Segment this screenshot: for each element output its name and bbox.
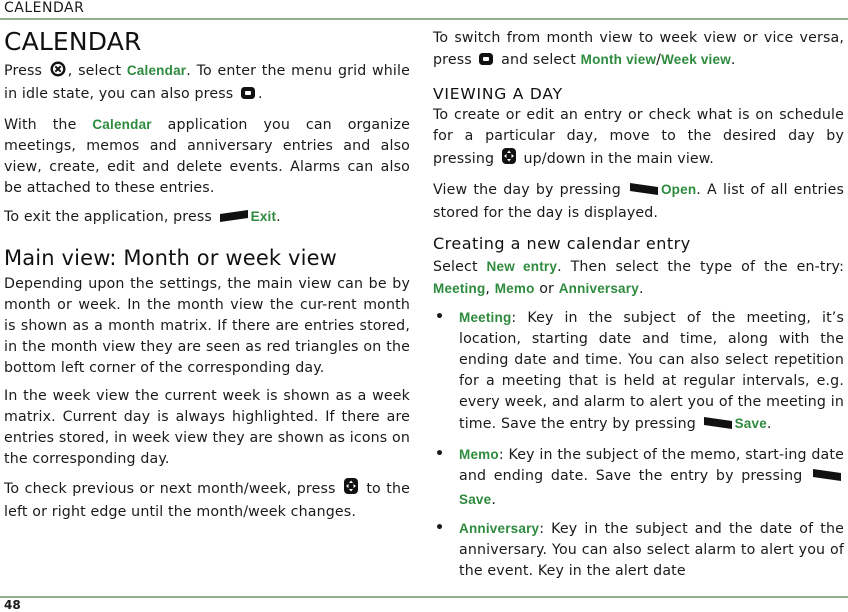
paragraph-week-view: In the week view the current week is shown as a week matrix. Current day is always highlighted. If there are entries stored, in week view they are shown as icons on the corresponding day. [4, 388, 410, 467]
keyword-meeting: Meeting [459, 310, 512, 325]
keyword-calendar: Calendar [126, 63, 187, 78]
keyword-week-view: Week view [661, 52, 731, 67]
softkey-icon [812, 468, 842, 489]
paragraph-organize: With the Calendar application you can organize meetings, memos and anniversary entries and also view, create, edit and delete events. Alarms can also be attached to these entries. [4, 117, 410, 196]
page-number: 48 [4, 598, 21, 612]
list-item: • Meeting: Key in the subject of the meeting, it’s location, starting date and time, along with the ending date and time. You can also select repetition for a meeting that is held at regular intervals, e.g. every week, and alarm to alert you of the meeting in time. Save the entry by pressing Save. [433, 307, 844, 437]
list-item: • Anniversary: Key in the subject and the date of the anniversary. You can also select alarm to alert you of the event. Key in the alert date [435, 520, 844, 579]
list-item: • Memo: Key in the subject of the memo, start-ing date and ending date. Save the entry by pressing Save. [435, 446, 844, 508]
keyword-memo: Memo [459, 447, 499, 462]
keyword-memo: Memo [494, 281, 535, 296]
keyword-exit: Exit [250, 209, 277, 224]
keyword-meeting: Meeting [433, 281, 486, 296]
footer-rule [0, 596, 848, 598]
square-key-icon [240, 86, 256, 107]
square-key-icon [478, 52, 494, 73]
entry-type-list [433, 307, 844, 582]
left-column [4, 22, 410, 530]
chapter-title: CALENDAR [4, 27, 142, 56]
page-header-title: CALENDAR [4, 0, 85, 16]
navigation-key-icon [501, 147, 517, 172]
keyword-new-entry: New entry [486, 259, 558, 274]
navigation-key-icon [343, 477, 359, 502]
keyword-calendar: Calendar [92, 117, 152, 132]
keyword-month-view: Month view [580, 52, 657, 67]
keyword-save: Save [459, 492, 492, 507]
softkey-icon [703, 416, 733, 437]
paragraph-month-view: Depending upon the settings, the main view can be by month or week. In the month view the cur-rent month is shown as a month matrix. If there are entries stored, in the month view they are seen as red triangles on the bottom left corner of the corresponding day. [4, 276, 410, 376]
paragraph-intro: Press , select Calendar. To enter the menu grid while in idle state, you can also press . [4, 60, 410, 107]
paragraph-move-to-day: To create or edit an entry or check what is on schedule for a particular day, move to the desired day by pressing up/down in the main view. [433, 105, 844, 172]
keyword-open: Open [660, 182, 697, 197]
header-rule [0, 18, 848, 20]
keyword-anniversary: Anniversary [459, 521, 540, 536]
paragraph-exit: To exit the application, press Exit. [4, 206, 410, 230]
paragraph-select-new-entry: Select New entry. Then select the type of the en-try: Meeting, Memo or Anniversary. [433, 259, 844, 297]
right-column [433, 22, 844, 589]
subheading-viewing-a-day: VIEWING A DAY [433, 85, 563, 103]
keyword-anniversary: Anniversary [558, 281, 639, 296]
section-title-main-view: Main view: Month or week view [4, 246, 337, 270]
subheading-new-entry: Creating a new calendar entry [433, 234, 691, 253]
paragraph-open-day: View the day by pressing Open. A list of all entries stored for the day is displayed. [433, 182, 844, 221]
paragraph-navigate: To check previous or next month/week, press to the left or right edge until the month/week changes. [4, 477, 410, 523]
softkey-icon [219, 209, 249, 230]
menu-key-icon [50, 61, 66, 84]
paragraph-switch-view: To switch from month view to week view or vice versa, press and select Month view/Week view. [433, 28, 844, 73]
keyword-save: Save [734, 416, 767, 431]
softkey-icon [629, 182, 659, 203]
